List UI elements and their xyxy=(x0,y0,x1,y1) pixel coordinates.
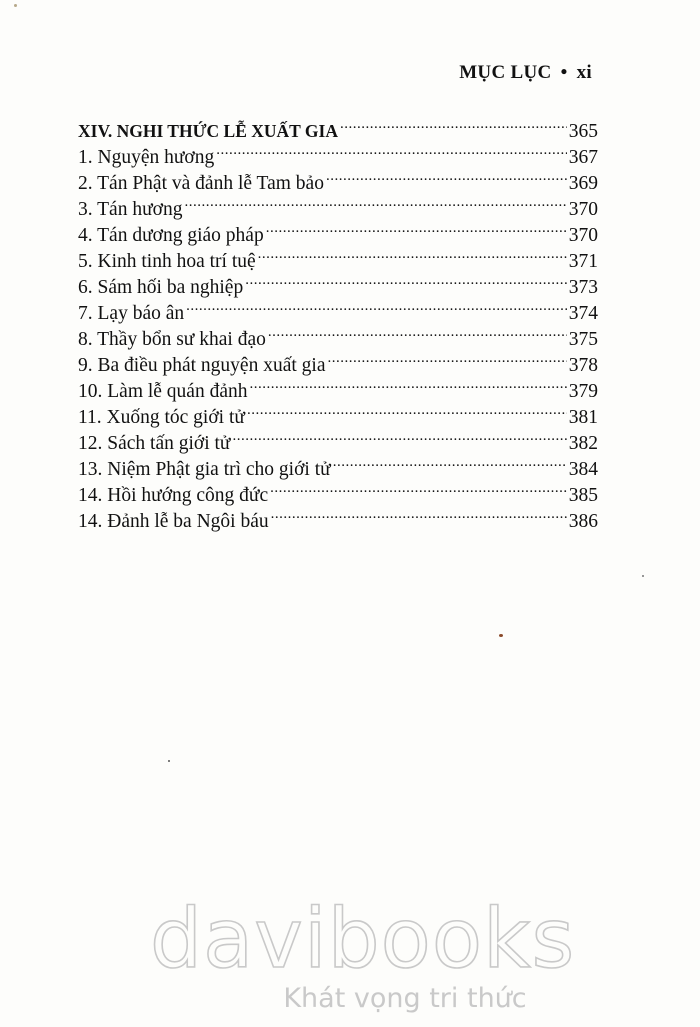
toc-entry-page: 375 xyxy=(568,329,598,350)
toc-entry-page: 374 xyxy=(568,303,598,324)
scan-speck xyxy=(499,634,503,637)
toc-dot-leader xyxy=(270,475,567,501)
toc-dot-leader xyxy=(327,345,566,371)
toc-entry-title: 11. Xuống tóc giới tử xyxy=(78,407,245,428)
toc-entry-page: 367 xyxy=(568,147,598,168)
toc-entry-page: 371 xyxy=(568,251,598,272)
toc-entry-title: XIV. NGHI THỨC LỄ XUẤT GIA xyxy=(78,121,338,141)
scan-speck xyxy=(642,575,644,577)
toc-dot-leader xyxy=(326,163,567,189)
toc-entry-title: 4. Tán dương giáo pháp xyxy=(78,225,264,246)
header-page-number: xi xyxy=(576,62,592,83)
scan-speck xyxy=(14,4,17,7)
toc-dot-leader xyxy=(333,449,567,475)
toc-dot-leader xyxy=(258,241,567,267)
toc-entry-page: 369 xyxy=(568,173,598,194)
toc-dot-leader xyxy=(186,293,567,319)
header-bullet: • xyxy=(560,62,568,83)
toc-entry-page: 386 xyxy=(568,511,598,532)
watermark-slogan: Khát vọng tri thức xyxy=(283,983,527,1014)
toc-entry-page: 382 xyxy=(568,433,598,454)
watermark xyxy=(150,892,576,1014)
toc-entry-page: 365 xyxy=(568,121,598,142)
toc-entry-page: 385 xyxy=(568,485,598,506)
toc-entry-title: 14. Hồi hướng công đức xyxy=(78,485,269,506)
toc-dot-leader xyxy=(340,111,567,137)
toc-entry-title: 14. Đảnh lễ ba Ngôi báu xyxy=(78,511,269,532)
toc-dot-leader xyxy=(266,215,567,241)
scan-speck xyxy=(168,760,170,762)
toc-dot-leader xyxy=(245,267,567,293)
toc-dot-leader xyxy=(271,501,567,527)
toc-entry-title: 5. Kinh tinh hoa trí tuệ xyxy=(78,251,256,272)
toc-entry-title: 1. Nguyện hương xyxy=(78,147,215,168)
toc-entry-title: 2. Tán Phật và đảnh lễ Tam bảo xyxy=(78,173,324,194)
toc-entry-page: 370 xyxy=(568,225,598,246)
toc-entry-page: 378 xyxy=(568,355,598,376)
toc-dot-leader xyxy=(268,319,567,345)
header-section-title: MỤC LỤC xyxy=(459,62,552,83)
toc-dot-leader xyxy=(184,189,566,215)
running-header xyxy=(459,62,592,84)
watermark-brand: davibooks xyxy=(150,892,576,987)
toc-entry-title: 12. Sách tấn giới tử xyxy=(78,433,231,454)
toc-entry-title: 6. Sám hối ba nghiệp xyxy=(78,277,244,298)
table-of-contents xyxy=(78,111,598,532)
toc-dot-leader xyxy=(247,397,567,423)
toc-dot-leader xyxy=(216,137,567,163)
toc-entry-title: 13. Niệm Phật gia trì cho giới tử xyxy=(78,459,331,480)
toc-dot-leader xyxy=(233,423,567,449)
toc-entry-page: 379 xyxy=(568,381,598,402)
toc-entry-title: 3. Tán hương xyxy=(78,199,183,220)
toc-entry-page: 373 xyxy=(568,277,598,298)
toc-dot-leader xyxy=(250,371,567,397)
toc-entry-page: 384 xyxy=(568,459,598,480)
toc-entry-page: 370 xyxy=(568,199,598,220)
toc-entry-title: 8. Thầy bổn sư khai đạo xyxy=(78,329,266,350)
toc-entry-title: 7. Lạy báo ân xyxy=(78,303,185,324)
toc-entry-title: 10. Làm lễ quán đảnh xyxy=(78,381,248,402)
toc-entry-page: 381 xyxy=(568,407,598,428)
toc-entry xyxy=(78,111,598,142)
toc-entry-title: 9. Ba điều phát nguyện xuất gia xyxy=(78,355,326,376)
